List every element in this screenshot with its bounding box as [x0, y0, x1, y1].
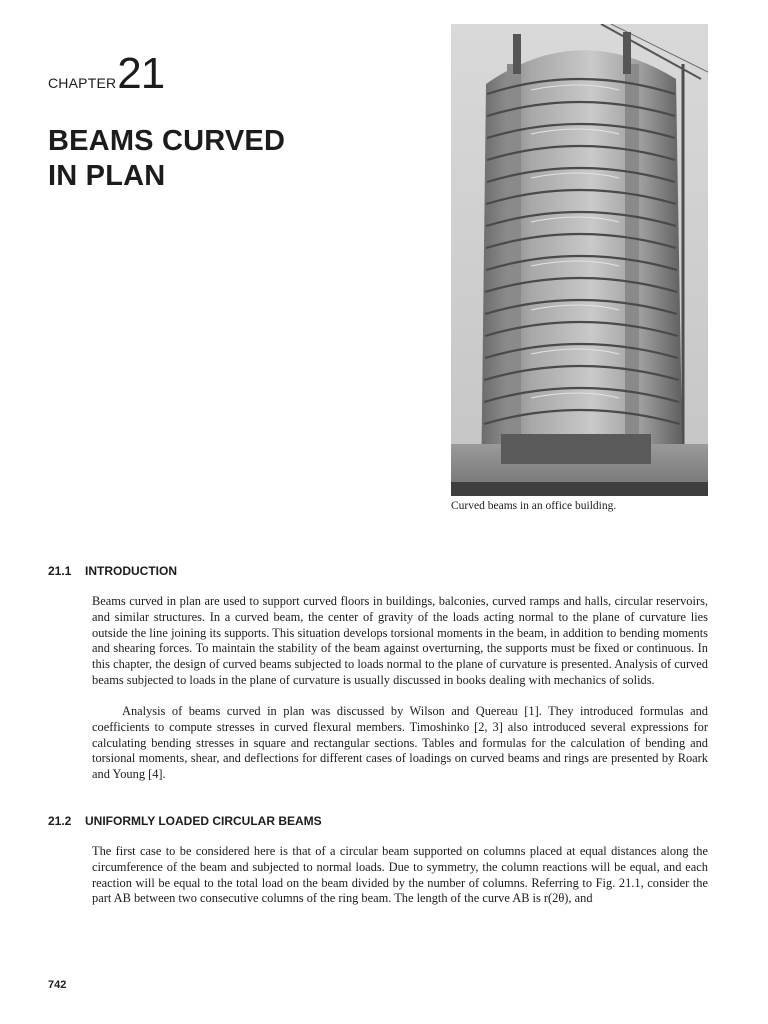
section-number: 21.1 — [48, 564, 72, 578]
building-photo — [451, 24, 708, 496]
chapter-label: CHAPTER — [48, 75, 117, 91]
figure-caption: Curved beams in an office building. — [451, 500, 617, 512]
section-2-paragraph-1: The first case to be considered here is that of a circular beam supported on columns placed at equal distances along the circumference of the beam and subjected to normal loads. Due to symmetry, the column reactions will be equal, and each reaction will be equal to the total load on the beam divided by the number of columns. Referring to Fig. 21.1, consider the part AB between two consecutive columns of the ring beam. The length of the curve AB is r(2θ), and — [92, 844, 708, 906]
intro-paragraph-1: Beams curved in plan are used to support curved floors in buildings, balconies, curved ramps and halls, circular reservoirs, and similar structures. In a curved beam, the center of gravity of the loads acting normal to the plane of curvature lies outside the line joining its supports. This situation develops torsional moments in the beam, in addition to bending moments and shearing forces. To maintain the stability of the beam against overturning, the supports must be fixed or continuous. In this chapter, the design of curved beams subjected to loads normal to the plane of curvature is presented. Analysis of curved beams subjected to loads in the plane of curvature is usually discussed in books dealing with mechanics of solids. — [92, 594, 708, 687]
intro-paragraph-2: Analysis of beams curved in plan was discussed by Wilson and Quereau [1]. They introduced formulas and coefficients to compute stresses in curved flexural members. Timoshinko [2, 3] also introduced several expressions for calculating bending stresses in square and rectangular sections. Tables and formulas for the calculation of bending and torsional moments, shear, and deflections for different cases of loadings on curved beams and rings are presented by Roark and Young [4]. — [92, 704, 708, 782]
section-number: 21.2 — [48, 814, 72, 828]
section-heading-uniformly-loaded — [48, 814, 322, 828]
chapter-heading — [48, 49, 165, 98]
chapter-title-line: BEAMS CURVED — [48, 125, 286, 157]
section-title: INTRODUCTION — [85, 564, 177, 578]
chapter-title — [48, 124, 378, 194]
section-title: UNIFORMLY LOADED CIRCULAR BEAMS — [85, 814, 322, 828]
page-number: 742 — [48, 979, 67, 991]
chapter-title-line: IN PLAN — [48, 160, 166, 192]
section-heading-introduction — [48, 564, 177, 578]
chapter-number: 21 — [117, 49, 165, 98]
